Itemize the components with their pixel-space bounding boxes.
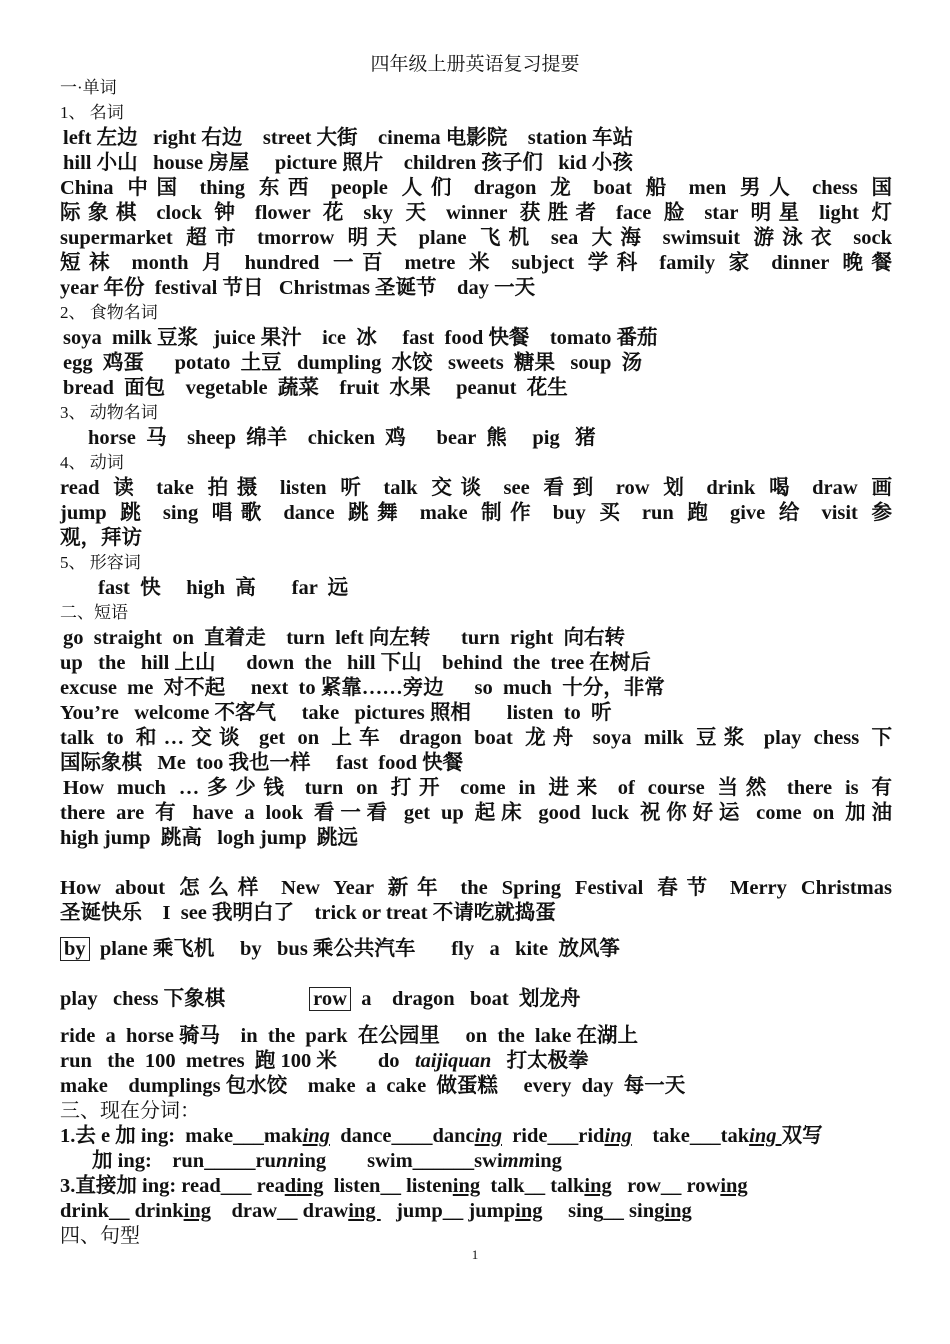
rule-text: row__ row [611, 1175, 721, 1197]
rule-add-ing-line-1 [60, 1174, 892, 1199]
phrases-line-4: You’re welcome 不客气 take pictures 照相 listen to 听 [60, 702, 612, 724]
rule-text: ing [534, 1150, 562, 1172]
ing-suffix: ing [183, 1200, 211, 1222]
ing-suffix: ing [664, 1200, 692, 1222]
taijiquan-meaning: 打太极拳 [491, 1050, 589, 1072]
activities-line-1: ride a horse 骑马 in the park 在公园里 on the lake 在湖上 [60, 1025, 638, 1047]
play-chess-phrase: play chess 下象棋 [60, 988, 226, 1010]
rule-text: take___tak [631, 1125, 750, 1147]
dragon-boat-phrase: a dragon boat 划龙舟 [350, 988, 581, 1010]
chess-boat-line [60, 987, 892, 1012]
nouns-line-5: supermarket 超市 tmorrow 明天 plane 飞机 sea 大海 swimsuit 游泳衣 sock [60, 227, 892, 249]
foods-line-2: egg 鸡蛋 potato 土豆 dumpling 水饺 sweets 糖果 soup 汤 [63, 352, 643, 374]
phrases-line-2: up the hill 上山 down the hill 下山 behind the tree 在树后 [60, 652, 651, 674]
verbs-line-3: 观，拜访 [60, 527, 142, 549]
rule-text: jump__ jump [380, 1200, 516, 1222]
verbs-line-1: read 读 take 拍摄 listen 听 talk 交谈 see 看到 row 划 drink 喝 draw 画 [60, 477, 892, 499]
section-sentences-heading: 四、句型 [60, 1225, 140, 1247]
nouns-line-3: China 中国 thing 东西 people 人们 dragon 龙 boat 船 men 男人 chess 国 [60, 177, 892, 199]
phrases-line-5: talk to 和…交谈 get on 上车 dragon boat 龙舟 soya milk 豆浆 play chess 下 [60, 727, 892, 749]
activities-line-3: make dumplings 包水饺 make a cake 做蛋糕 every day 每一天 [60, 1075, 686, 1097]
section-phrases-heading: 二、短语 [60, 603, 128, 622]
phrases-line-7: How much …多少钱 turn on 打开 come in 进来 of course 当然 there is 有 [63, 777, 892, 799]
foods-line-1: soya milk 豆浆 juice 果汁 ice 冰 fast food 快餐 tomato 番茄 [63, 327, 658, 349]
ing-suffix: ing [348, 1200, 381, 1222]
holidays-line-2: 圣诞快乐 I see 我明白了 trick or treat 不请吃就捣蛋 [60, 902, 556, 924]
rule-text: 加 ing: run_____ru [92, 1150, 276, 1172]
animals-line: horse 马 sheep 绵羊 chicken 鸡 bear 熊 pig 猪 [88, 427, 596, 449]
rule-text: ing swim______swi [298, 1150, 503, 1172]
ing-suffix: ing [515, 1200, 543, 1222]
verbs-line-2: jump 跳 sing 唱歌 dance 跳舞 make 制作 buy 买 run 跑 give 给 visit 参 [60, 502, 892, 524]
ing-suffix: ing [302, 1125, 330, 1147]
rule-text: draw__ draw [210, 1200, 349, 1222]
rule-text: dance____danc [329, 1125, 475, 1147]
foods-heading: 2、 食物名词 [60, 303, 158, 322]
taijiquan-word: taijiquan [414, 1050, 492, 1072]
by-boxed-word: by [60, 937, 90, 961]
section-participles-heading: 三、现在分词： [60, 1100, 200, 1122]
adjectives-heading: 5、 形容词 [60, 553, 141, 572]
rule-text: 双写 [781, 1125, 823, 1147]
doubled-letters: mm [502, 1150, 535, 1172]
phrases-line-9: high jump 跳高 logh jump 跳远 [60, 827, 358, 849]
section-words-heading: 一·单词 [60, 78, 117, 97]
row-boxed-word: row [309, 987, 351, 1011]
rule-add-ing-line-2 [60, 1199, 892, 1224]
rule-text: 3.直接加 ing: read___ rea [60, 1175, 285, 1197]
rule-text: 1.去 e 加 ing: make___mak [60, 1125, 303, 1147]
rule-text: sing__ sing [542, 1200, 665, 1222]
rule-text: drink__ drink [60, 1200, 184, 1222]
ing-suffix: ing [296, 1175, 324, 1197]
holidays-line-1: How about 怎么样 New Year 新年 the Spring Festival 春节 Merry Christmas [60, 877, 892, 899]
ing-suffix: ing [720, 1175, 748, 1197]
verbs-heading: 4、 动词 [60, 453, 124, 472]
rule-text: listen__ listen [323, 1175, 453, 1197]
phrases-line-1: go straight on 直着走 turn left 向左转 turn right 向右转 [63, 627, 626, 649]
ing-suffix: ing [474, 1125, 502, 1147]
adjectives-line: fast 快 high 高 far 远 [98, 577, 349, 599]
nouns-heading: 1、 名词 [60, 103, 124, 122]
nouns-line-7: year 年份 festival 节日 Christmas 圣诞节 day 一天 [60, 277, 536, 299]
activities-line-2 [60, 1049, 892, 1074]
run-phrase: run the 100 metres 跑 100 米 do [60, 1050, 415, 1072]
document-title: 四年级上册英语复习提要 [370, 54, 580, 75]
foods-line-3: bread 面包 vegetable 蔬菜 fruit 水果 peanut 花生 [63, 377, 568, 399]
rule-double-line [92, 1149, 924, 1174]
transport-phrases: plane 乘飞机 by bus 乘公共汽车 fly a kite 放风筝 [89, 938, 620, 960]
nouns-line-4: 际象棋 clock 钟 flower 花 sky 天 winner 获胜者 face 脸 star 明星 light 灯 [60, 202, 892, 224]
ing-suffix: ing [604, 1125, 632, 1147]
ing-suffix: ing [749, 1125, 782, 1147]
phrases-line-6: 国际象棋 Me too 我也一样 fast food 快餐 [60, 752, 464, 774]
nouns-line-2: hill 小山 house 房屋 picture 照片 children 孩子们 kid 小孩 [63, 152, 633, 174]
page-number: 1 [471, 1247, 479, 1262]
transport-line [60, 937, 892, 962]
animals-heading: 3、 动物名词 [60, 403, 158, 422]
nouns-line-6: 短袜 month 月 hundred 一百 metre 米 subject 学科 family 家 dinner 晚餐 [60, 252, 892, 274]
rule-text: talk__ talk [480, 1175, 585, 1197]
ing-suffix: ing [584, 1175, 612, 1197]
doubled-letters: nn [275, 1150, 299, 1172]
nouns-line-1: left 左边 right 右边 street 大街 cinema 电影院 station 车站 [63, 127, 634, 149]
phrases-line-3: excuse me 对不起 next to 紧靠……旁边 so much 十分，非常 [60, 677, 665, 699]
rule-drop-e-line [60, 1124, 892, 1149]
rule-text: ride___rid [501, 1125, 605, 1147]
rule-text: d [284, 1175, 297, 1197]
ing-suffix: ing [452, 1175, 481, 1197]
phrases-line-8: there are 有 have a look 看一看 get up 起床 good luck 祝你好运 come on 加油 [60, 802, 892, 824]
